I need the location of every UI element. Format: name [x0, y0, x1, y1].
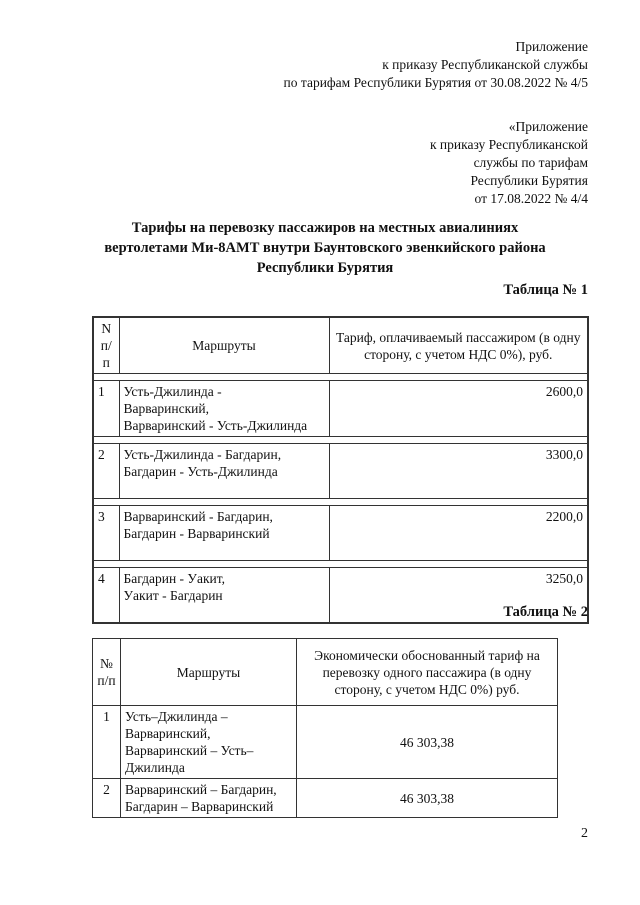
route-line: Багдарин - Уакит, [123, 571, 226, 586]
route-line: Багдарин - Варваринский [123, 526, 270, 541]
row-number: 2 [93, 779, 121, 818]
route-line: Варваринский - Багдарин, [123, 509, 273, 524]
row-route [119, 444, 329, 499]
route-line: Джилинда [125, 760, 185, 775]
header-number: № п/п [93, 639, 121, 706]
row-route [121, 779, 297, 818]
appendix-line: к приказу Республиканской службы [382, 57, 588, 72]
table-row [93, 706, 558, 779]
table2-caption: Таблица № 2 [503, 604, 588, 620]
table-header-row [93, 317, 588, 374]
title-line: Тарифы на перевозку пассажиров на местных авиалиниях [131, 220, 519, 236]
header-number: N п/п [93, 317, 119, 374]
appendix-line: службы по тарифам [473, 155, 588, 170]
row-number: 3 [93, 506, 119, 561]
row-number: 1 [93, 381, 119, 437]
table-row [93, 444, 588, 499]
appendix-header [284, 38, 588, 92]
previous-appendix-header [430, 118, 588, 208]
appendix-line: по тарифам Республики Бурятия от 30.08.2022 № 4/5 [283, 75, 588, 90]
row-tariff: 46 303,38 [297, 706, 558, 779]
route-line: Усть-Джилинда - [123, 384, 222, 399]
row-number: 1 [93, 706, 121, 779]
route-line: Усть-Джилинда - Багдарин, [123, 447, 282, 462]
appendix-line: к приказу Республиканской [429, 137, 588, 152]
table-row [93, 779, 558, 818]
route-line: Уакит - Багдарин [123, 588, 223, 603]
table-header-row [93, 639, 558, 706]
appendix-line: от 17.08.2022 № 4/4 [474, 191, 588, 206]
tariff-table-2 [92, 638, 558, 818]
route-line: Варваринский – Усть– [125, 743, 254, 758]
row-route [121, 706, 297, 779]
header-tariff: Тариф, оплачиваемый пассажиром (в одну сторону, с учетом НДС 0%), руб. [329, 317, 588, 374]
route-line: Усть–Джилинда – [125, 709, 228, 724]
page-number: 2 [581, 826, 588, 841]
title-line: Республики Бурятия [256, 260, 394, 276]
title-line: вертолетами Ми-8АМТ внутри Баунтовского эвенкийского района [104, 240, 546, 256]
table-row [93, 506, 588, 561]
header-routes: Маршруты [121, 639, 297, 706]
row-tariff: 3250,0 [329, 568, 588, 624]
header-tariff: Экономически обоснованный тариф на перевозку одного пассажира (в одну сторону, с учетом НДС 0%) руб. [297, 639, 558, 706]
table1-caption: Таблица № 1 [503, 282, 588, 298]
appendix-line: Приложение [515, 39, 588, 54]
route-line: Багдарин - Усть-Джилинда [123, 464, 278, 479]
row-number: 2 [93, 444, 119, 499]
route-line: Варваринский - Усть-Джилинда [123, 418, 308, 433]
header-routes: Маршруты [119, 317, 329, 374]
row-route [119, 506, 329, 561]
document-title [60, 218, 590, 278]
tariff-table-1 [92, 316, 589, 624]
appendix-line: «Приложение [508, 119, 588, 134]
row-route [119, 568, 329, 624]
row-number: 4 [93, 568, 119, 624]
row-route [119, 381, 329, 437]
row-tariff: 46 303,38 [297, 779, 558, 818]
appendix-line: Республики Бурятия [470, 173, 588, 188]
route-line: Багдарин – Варваринский [125, 799, 274, 814]
route-line: Варваринский, [125, 726, 211, 741]
route-line: Варваринский – Багдарин, [125, 782, 277, 797]
route-line: Варваринский, [123, 401, 210, 416]
row-tariff: 2200,0 [329, 506, 588, 561]
table-row [93, 381, 588, 437]
row-tariff: 3300,0 [329, 444, 588, 499]
row-tariff: 2600,0 [329, 381, 588, 437]
